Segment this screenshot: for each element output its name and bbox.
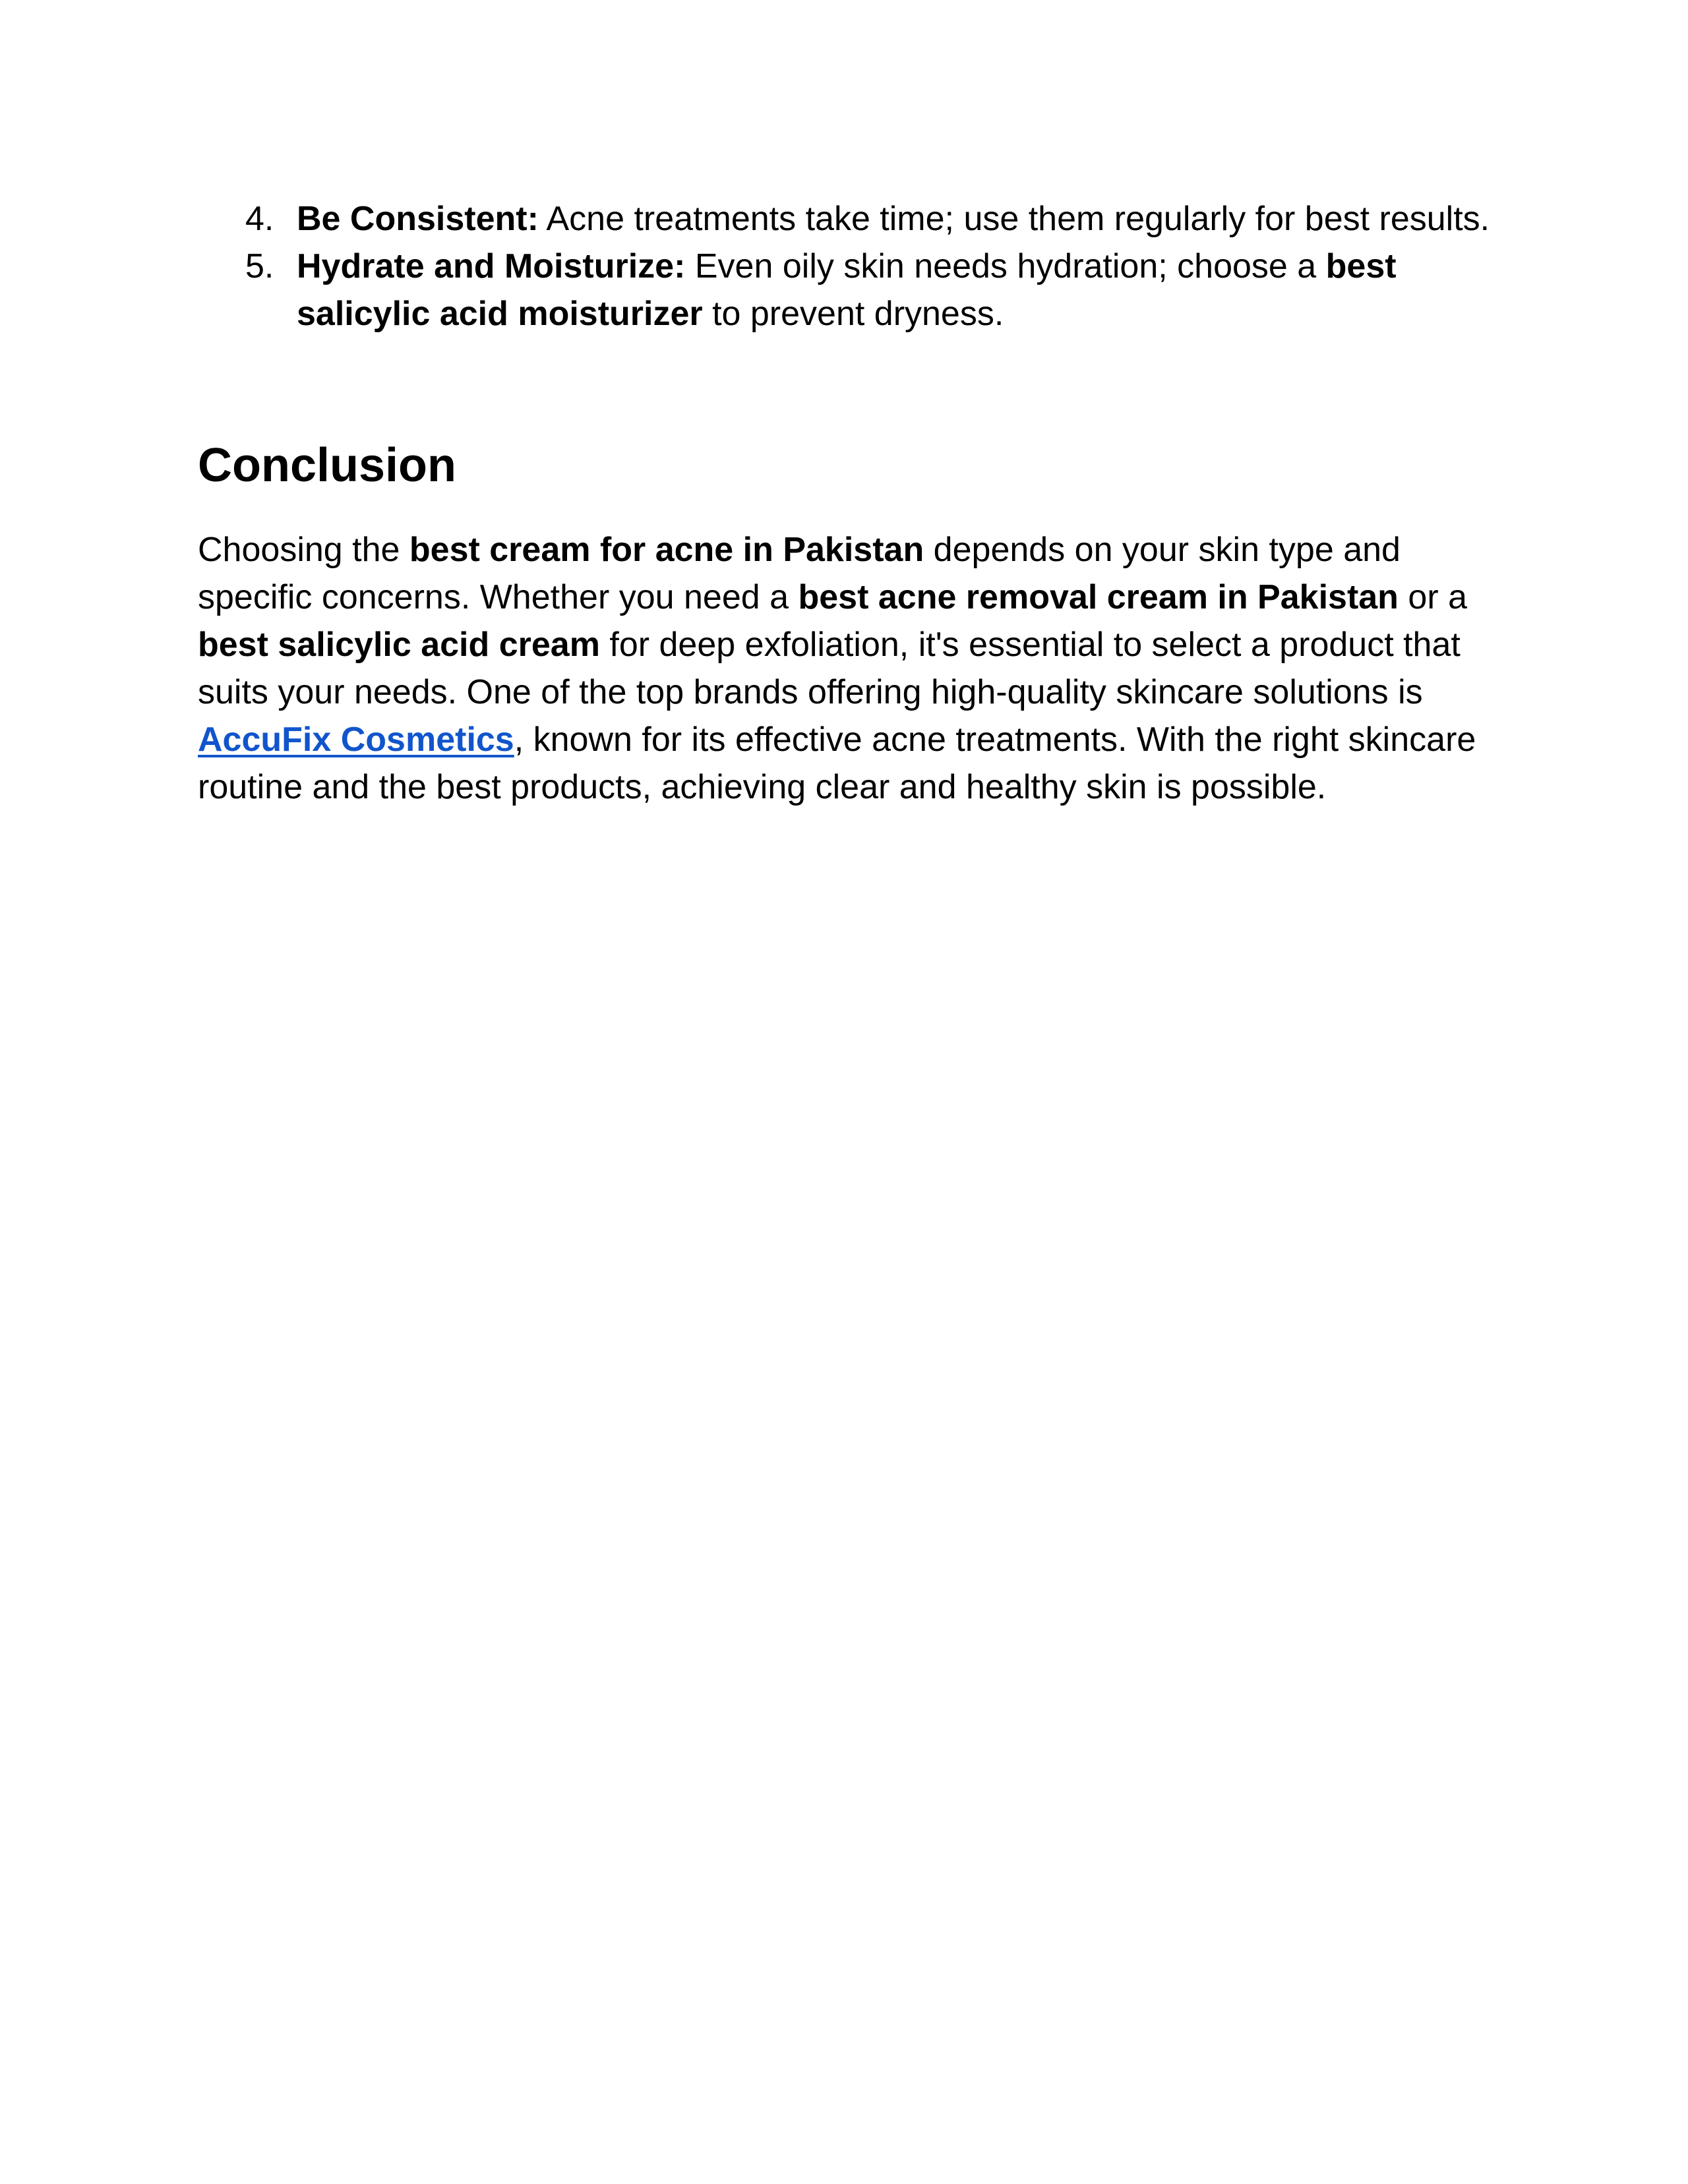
paragraph-text: depends on your skin type and specific concerns. Whether you need a <box>198 531 1401 616</box>
list-item-text: Acne treatments take time; use them regularly for best results. <box>538 200 1490 238</box>
list-number: 5. <box>245 247 274 285</box>
list-item-title: Hydrate and Moisturize: <box>297 247 686 285</box>
paragraph-text: or a <box>1398 578 1468 616</box>
list-item-title: Be Consistent: <box>297 200 539 238</box>
keyword-best-cream: best cream for acne in Pakistan <box>409 531 924 569</box>
list-item <box>198 195 1490 243</box>
list-item-text: to prevent dryness. <box>702 295 1004 333</box>
paragraph-text: for deep exfoliation, it's essential to select a product that suits your needs. One of the top brands offering high-quality skincare solutions is <box>198 626 1461 711</box>
paragraph-text: Choosing the <box>198 531 409 569</box>
keyword-salicylic-moisturizer: best salicylic acid moisturizer <box>297 247 1397 333</box>
list-number: 4. <box>245 200 274 238</box>
tips-list <box>198 195 1490 338</box>
list-item-text: Even oily skin needs hydration; choose a <box>685 247 1326 285</box>
conclusion-paragraph <box>198 526 1490 811</box>
keyword-acne-removal-cream: best acne removal cream in Pakistan <box>798 578 1399 616</box>
list-item <box>198 243 1490 338</box>
conclusion-heading: Conclusion <box>198 439 456 492</box>
paragraph-text: , known for its effective acne treatments. With the right skincare routine and the best products, achieving clear and healthy skin is possible. <box>198 721 1476 806</box>
keyword-salicylic-cream: best salicylic acid cream <box>198 626 600 664</box>
accufix-cosmetics-link[interactable]: AccuFix Cosmetics <box>198 721 514 759</box>
